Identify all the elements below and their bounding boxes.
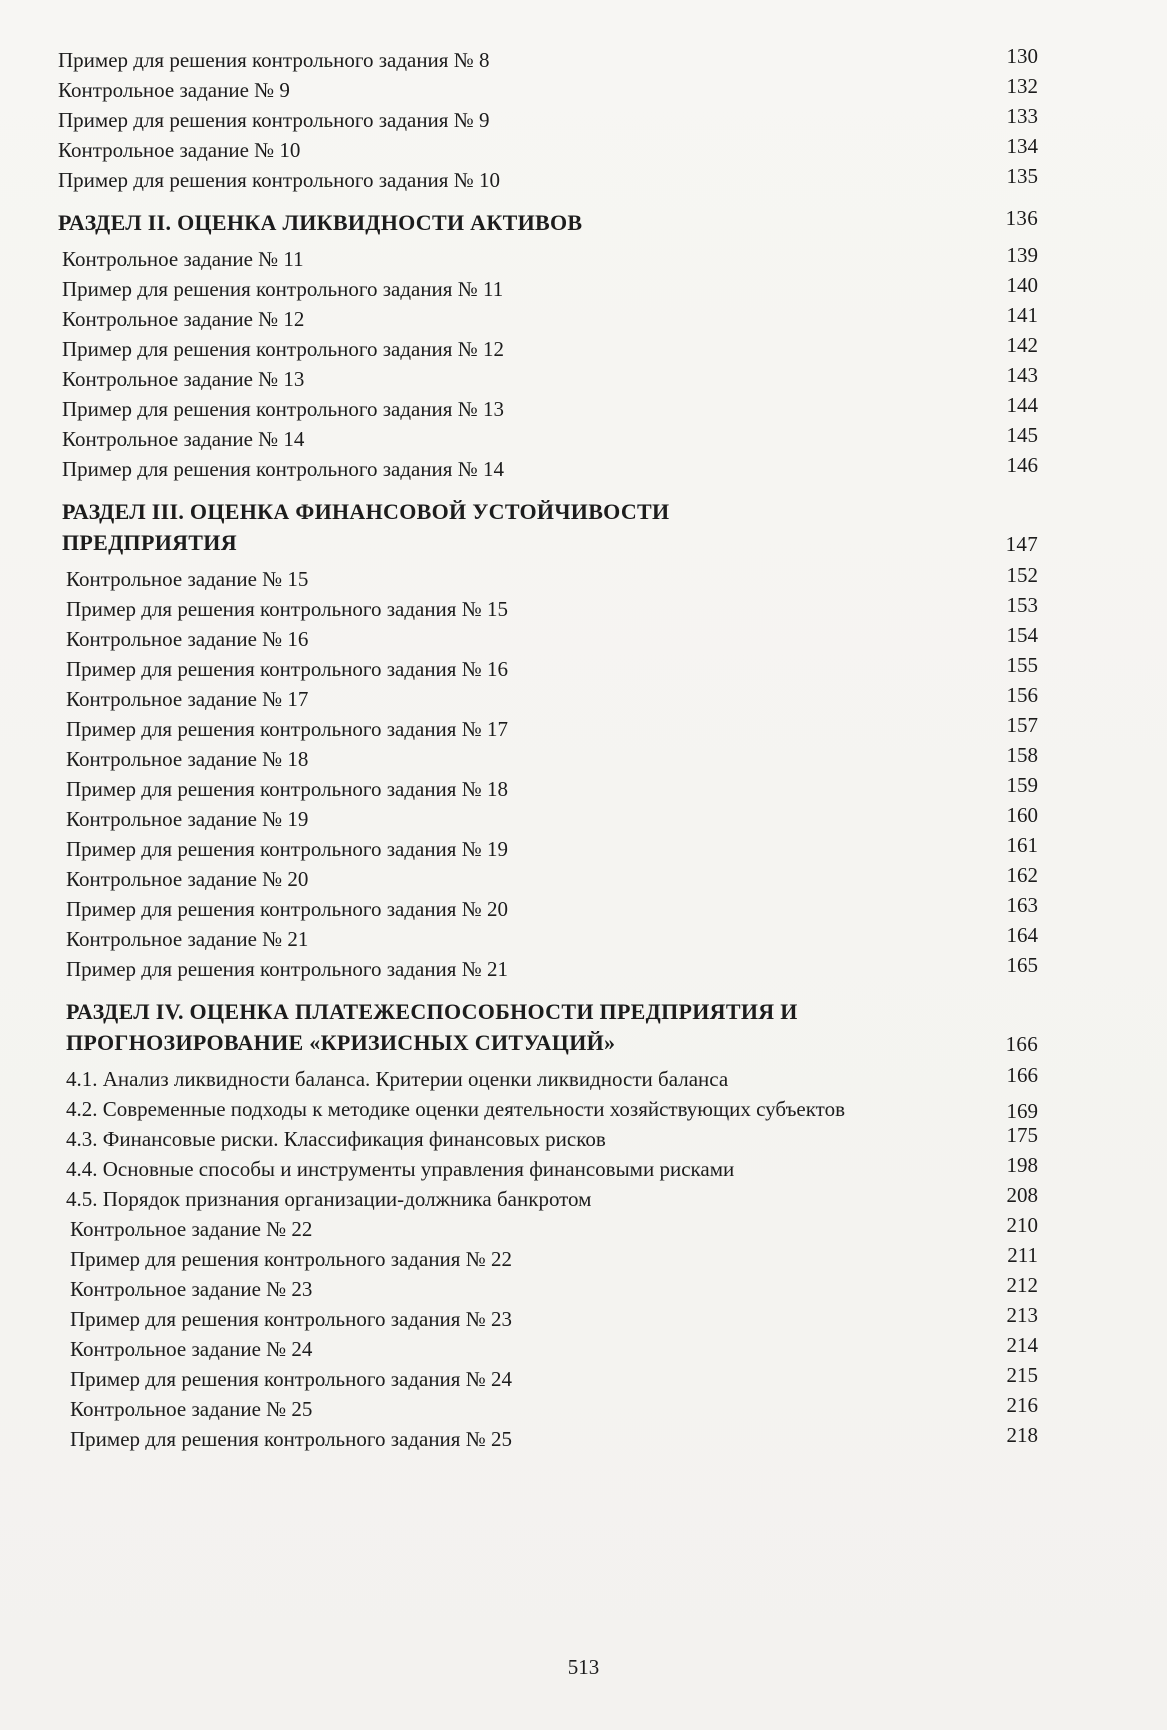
toc-entry-text: Пример для решения контрольного задания № 16 (66, 657, 508, 681)
toc-entry-text: Контрольное задание № 23 (70, 1277, 313, 1301)
toc-entry-page: 164 (1006, 923, 1038, 947)
toc-entry-page: 141 (1006, 303, 1038, 327)
toc-entry-page: 153 (1006, 593, 1038, 617)
section-heading-3 (58, 496, 1038, 558)
toc-entry-page: 140 (1006, 273, 1038, 297)
toc-entry (58, 954, 1038, 984)
toc-entry-text: Пример для решения контрольного задания № 21 (66, 957, 508, 981)
toc-entry (58, 1304, 1038, 1334)
toc-entry-text: Пример для решения контрольного задания № 25 (70, 1427, 512, 1451)
toc-entry (58, 334, 1038, 364)
toc-entry-text: Пример для решения контрольного задания № 18 (66, 777, 508, 801)
toc-entry-page: 155 (1006, 653, 1038, 677)
section-heading-page: 166 (1005, 1032, 1038, 1056)
toc-entry-text: Контрольное задание № 16 (66, 627, 309, 651)
toc-entry (58, 1214, 1038, 1244)
toc-entry (58, 135, 1038, 165)
toc-entry-page: 218 (1006, 1423, 1038, 1447)
toc-entry-text: Пример для решения контрольного задания № 20 (66, 897, 508, 921)
toc-entry (58, 454, 1038, 484)
toc-entry (58, 894, 1038, 924)
toc-entry-text: Контрольное задание № 17 (66, 687, 309, 711)
toc-entry-page: 212 (1006, 1273, 1038, 1297)
section-heading-4 (58, 996, 1038, 1058)
toc-entry (58, 834, 1038, 864)
toc-entry-text: Контрольное задание № 12 (62, 307, 305, 331)
toc-entry (58, 1094, 1038, 1124)
toc-entry (58, 1394, 1038, 1424)
toc-entry (58, 714, 1038, 744)
toc-entry-text: 4.5. Порядок признания организации-должника банкротом (66, 1187, 592, 1211)
toc-entry-text: Контрольное задание № 13 (62, 367, 305, 391)
toc-entry-page: 163 (1006, 893, 1038, 917)
toc-entry-text: 4.2. Современные подходы к методике оценки деятельности хозяйствующих субъектов (66, 1097, 845, 1121)
toc-entry (58, 1334, 1038, 1364)
toc-entry-page: 130 (1006, 44, 1038, 68)
toc-entry (58, 774, 1038, 804)
table-of-contents (58, 45, 1038, 1454)
toc-entry-page: 208 (1006, 1183, 1038, 1207)
toc-entry-page: 198 (1006, 1153, 1038, 1177)
toc-entry-text: Пример для решения контрольного задания № 24 (70, 1367, 512, 1391)
toc-entry-text: Контрольное задание № 14 (62, 427, 305, 451)
toc-entry-text: Контрольное задание № 22 (70, 1217, 313, 1241)
toc-entry-page: 142 (1006, 333, 1038, 357)
toc-entry-page: 144 (1006, 393, 1038, 417)
toc-entry-text: Пример для решения контрольного задания № 17 (66, 717, 508, 741)
toc-entry (58, 1274, 1038, 1304)
toc-entry-text: Контрольное задание № 15 (66, 567, 309, 591)
toc-entry (58, 304, 1038, 334)
toc-entry (58, 105, 1038, 135)
toc-entry (58, 594, 1038, 624)
toc-entry-page: 162 (1006, 863, 1038, 887)
toc-entry (58, 364, 1038, 394)
toc-entry (58, 1364, 1038, 1394)
toc-entry (58, 654, 1038, 684)
toc-entry-page: 160 (1006, 803, 1038, 827)
toc-entry-page: 214 (1006, 1333, 1038, 1357)
toc-entry-page: 132 (1006, 74, 1038, 98)
toc-entry-text: Пример для решения контрольного задания № 12 (62, 337, 504, 361)
toc-entry-text: Пример для решения контрольного задания № 14 (62, 457, 504, 481)
toc-entry-text: Пример для решения контрольного задания № 9 (58, 108, 490, 132)
toc-entry (58, 1154, 1038, 1184)
toc-entry (58, 1184, 1038, 1214)
section-heading-text: РАЗДЕЛ II. ОЦЕНКА ЛИКВИДНОСТИ АКТИВОВ (58, 210, 583, 235)
toc-entry (58, 394, 1038, 424)
toc-entry (58, 684, 1038, 714)
toc-entry (58, 624, 1038, 654)
toc-entry-text: Контрольное задание № 11 (62, 247, 304, 271)
toc-entry (58, 244, 1038, 274)
toc-entry-page: 139 (1006, 243, 1038, 267)
section-heading-page: 136 (1005, 206, 1038, 230)
toc-entry-page: 165 (1006, 953, 1038, 977)
toc-entry-text: Контрольное задание № 20 (66, 867, 309, 891)
toc-entry-page: 157 (1006, 713, 1038, 737)
toc-entry-page: 210 (1006, 1213, 1038, 1237)
toc-entry (58, 75, 1038, 105)
toc-entry-page: 146 (1006, 453, 1038, 477)
toc-entry-text: Контрольное задание № 21 (66, 927, 309, 951)
toc-entry-text: 4.4. Основные способы и инструменты управления финансовыми рисками (66, 1157, 735, 1181)
toc-entry (58, 1244, 1038, 1274)
toc-entry-page: 135 (1006, 164, 1038, 188)
toc-entry-text: 4.1. Анализ ликвидности баланса. Критерии оценки ликвидности баланса (66, 1067, 729, 1091)
toc-entry-text: Контрольное задание № 24 (70, 1337, 313, 1361)
toc-entry (58, 1424, 1038, 1454)
toc-entry (58, 424, 1038, 454)
section-heading-text: РАЗДЕЛ IV. ОЦЕНКА ПЛАТЕЖЕСПОСОБНОСТИ ПРЕДПРИЯТИЯ И ПРОГНОЗИРОВАНИЕ «КРИЗИСНЫХ СИТУАЦИЙ» (66, 999, 798, 1055)
toc-entry-page: 215 (1006, 1363, 1038, 1387)
toc-entry-page: 175 (1006, 1123, 1038, 1147)
toc-entry-text: Пример для решения контрольного задания № 8 (58, 48, 490, 72)
toc-entry-text: Пример для решения контрольного задания № 22 (70, 1247, 512, 1271)
toc-entry-page: 154 (1006, 623, 1038, 647)
toc-entry-page: 159 (1006, 773, 1038, 797)
toc-entry (58, 45, 1038, 75)
toc-entry-page: 152 (1006, 563, 1038, 587)
toc-entry-page: 143 (1006, 363, 1038, 387)
toc-entry-page: 166 (1006, 1063, 1038, 1087)
toc-entry-page: 134 (1006, 134, 1038, 158)
toc-entry-text: Пример для решения контрольного задания № 15 (66, 597, 508, 621)
toc-entry-text: Контрольное задание № 18 (66, 747, 309, 771)
toc-entry (58, 864, 1038, 894)
toc-entry-page: 213 (1006, 1303, 1038, 1327)
toc-entry-page: 169 (1006, 1099, 1038, 1123)
toc-entry (58, 804, 1038, 834)
toc-entry-text: Пример для решения контрольного задания № 23 (70, 1307, 512, 1331)
toc-entry (58, 165, 1038, 195)
toc-entry-text: Пример для решения контрольного задания № 10 (58, 168, 500, 192)
toc-entry-text: 4.3. Финансовые риски. Классификация финансовых рисков (66, 1127, 606, 1151)
section-heading-page: 147 (1005, 532, 1038, 556)
section-heading-2 (58, 207, 1038, 238)
section-heading-text: РАЗДЕЛ III. ОЦЕНКА ФИНАНСОВОЙ УСТОЙЧИВОСТИ ПРЕДПРИЯТИЯ (62, 499, 670, 555)
toc-entry-text: Пример для решения контрольного задания № 19 (66, 837, 508, 861)
toc-entry (58, 924, 1038, 954)
toc-entry (58, 1064, 1038, 1094)
toc-entry-text: Пример для решения контрольного задания № 11 (62, 277, 504, 301)
toc-entry-text: Контрольное задание № 25 (70, 1397, 313, 1421)
toc-entry-text: Контрольное задание № 9 (58, 78, 290, 102)
toc-entry-page: 211 (1007, 1243, 1038, 1267)
page-number: 513 (567, 1655, 600, 1679)
toc-entry-page: 216 (1006, 1393, 1038, 1417)
toc-entry-page: 145 (1006, 423, 1038, 447)
toc-entry (58, 564, 1038, 594)
toc-entry-text: Пример для решения контрольного задания № 13 (62, 397, 504, 421)
toc-entry (58, 1124, 1038, 1154)
toc-entry-page: 156 (1006, 683, 1038, 707)
toc-entry-text: Контрольное задание № 19 (66, 807, 309, 831)
toc-entry-page: 133 (1006, 104, 1038, 128)
toc-entry-page: 161 (1006, 833, 1038, 857)
toc-entry (58, 274, 1038, 304)
toc-entry-text: Контрольное задание № 10 (58, 138, 301, 162)
toc-entry-page: 158 (1006, 743, 1038, 767)
toc-entry (58, 744, 1038, 774)
